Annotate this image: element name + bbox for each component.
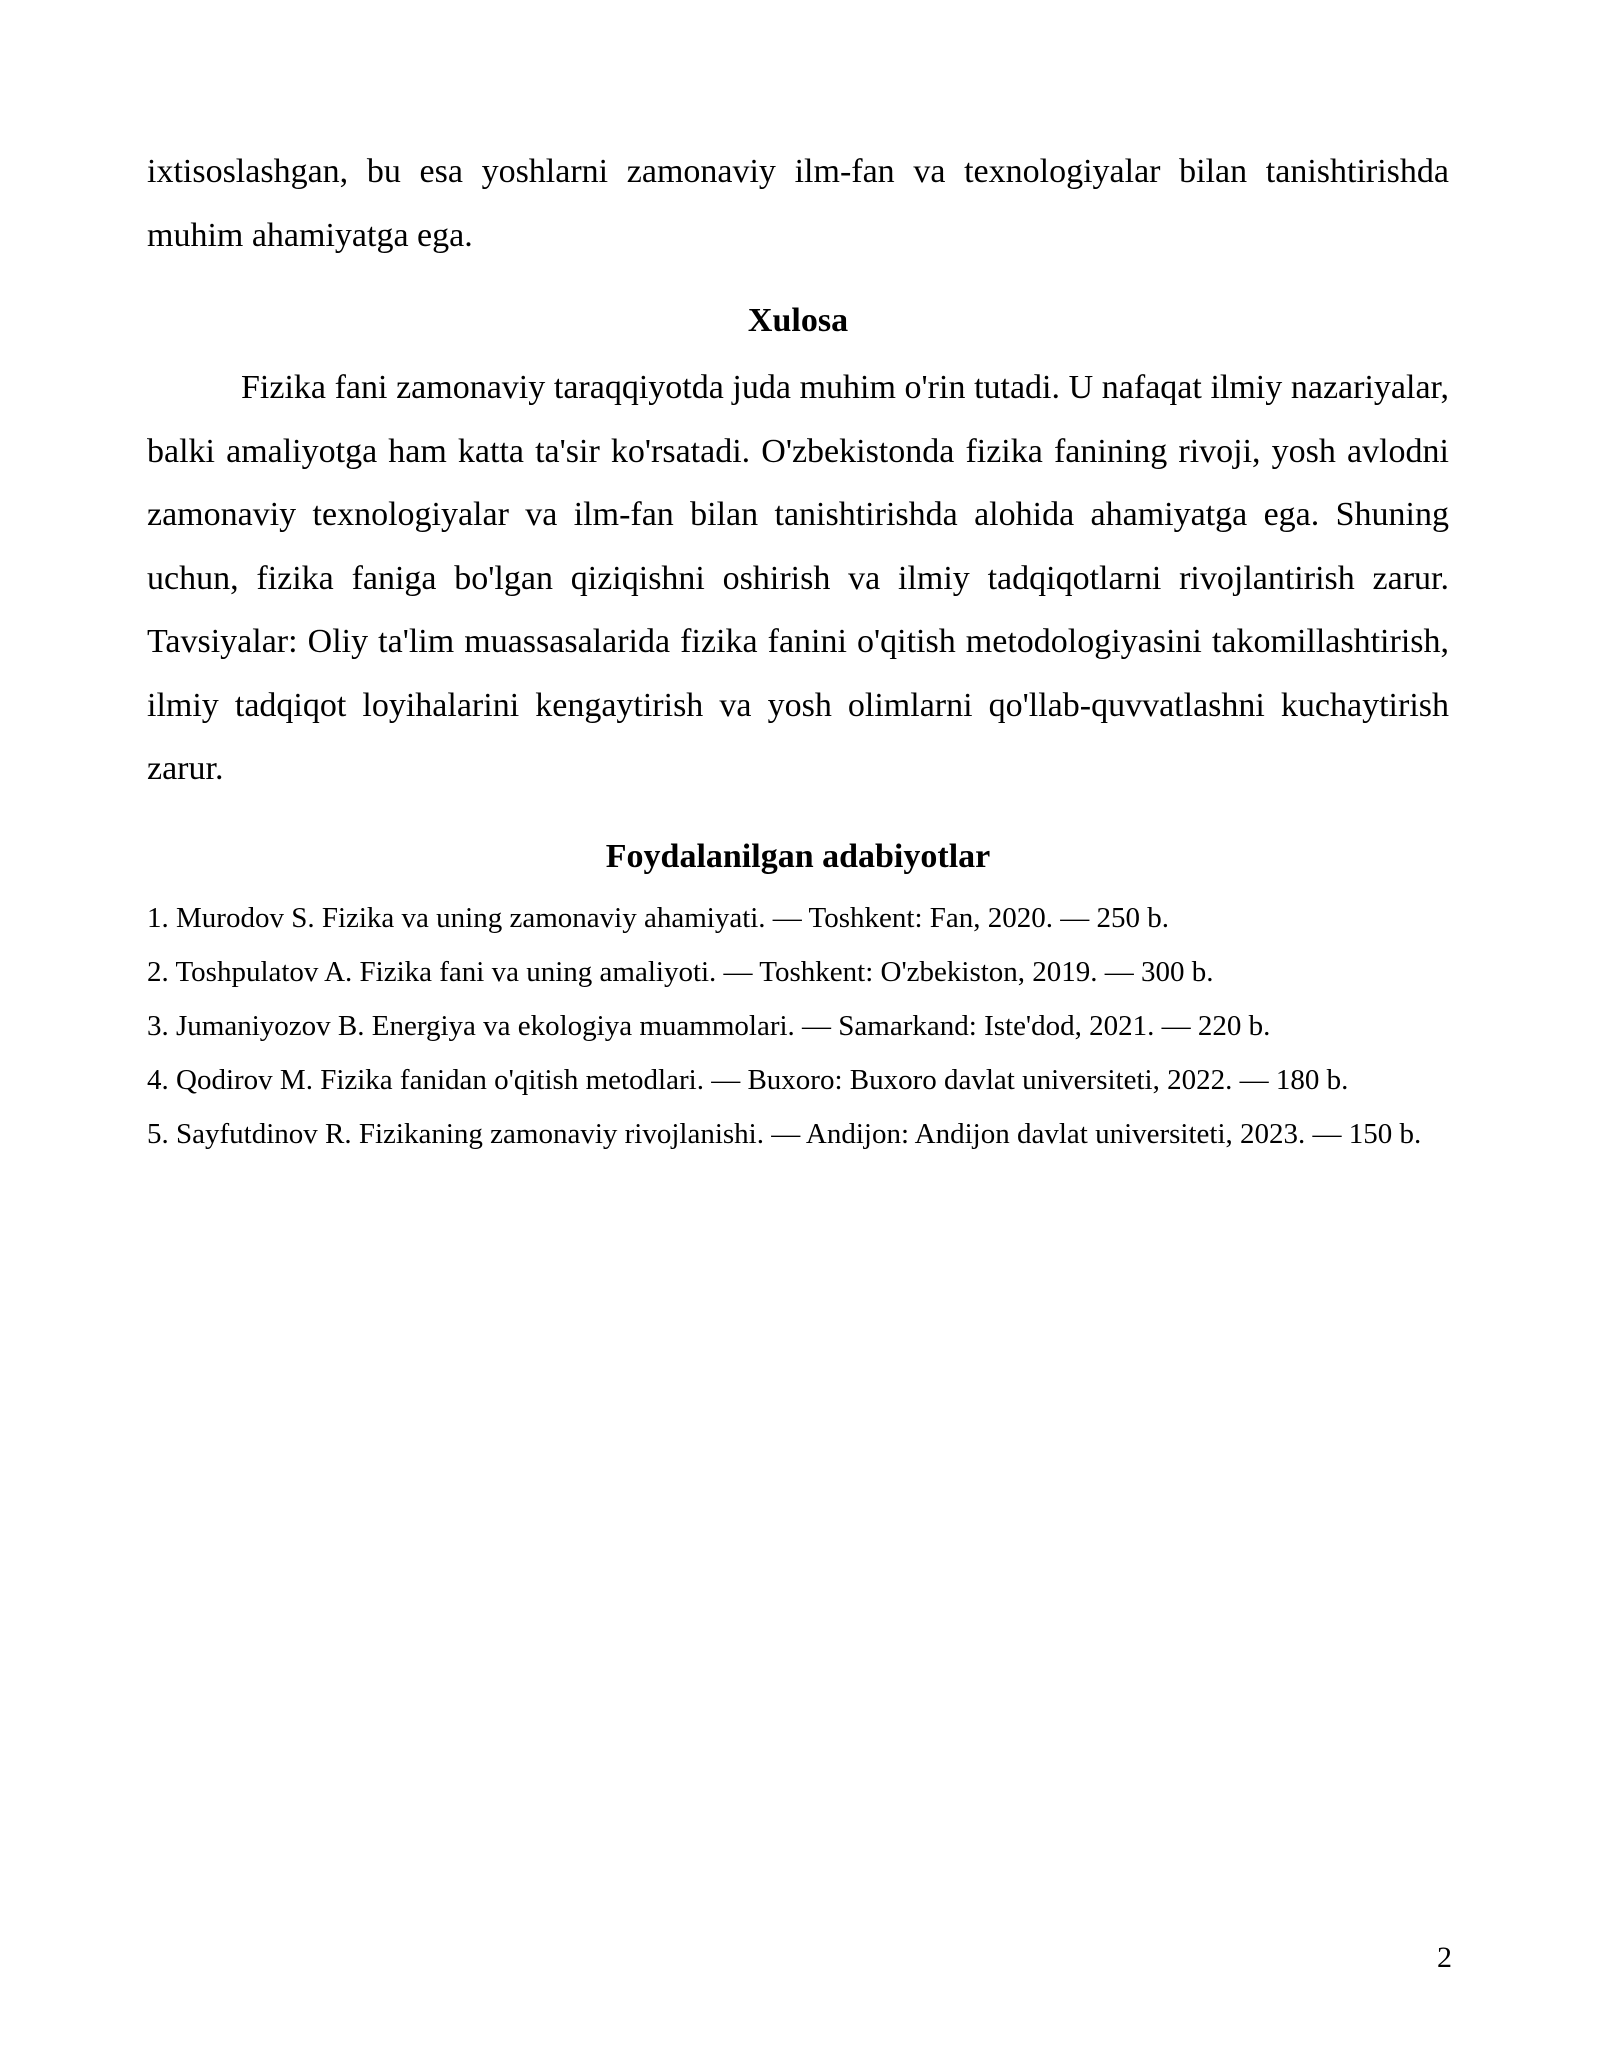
reference-item: 1. Murodov S. Fizika va uning zamonaviy ahamiyati. — Toshkent: Fan, 2020. — 250 b. [147,901,1169,934]
reference-item: 5. Sayfutdinov R. Fizikaning zamonaviy rivojlanishi. — Andijon: Andijon davlat universiteti, 2023. — 150 b. [147,1117,1422,1150]
page-number: 2 [1437,1941,1452,1974]
conclusion-heading: Xulosa [747,302,849,339]
page-content [147,140,1449,1161]
continuation-paragraph: ixtisoslashgan, bu esa yoshlarni zamonaviy ilm-fan va texnologiyalar bilan tanishtirishda muhim ahamiyatga ega. [147,153,1449,254]
reference-item: 3. Jumaniyozov B. Energiya va ekologiya muammolari. — Samarkand: Iste'dod, 2021. — 220 b. [147,1009,1271,1042]
reference-item: 4. Qodirov M. Fizika fanidan o'qitish metodlari. — Buxoro: Buxoro davlat universiteti, 2022. — 180 b. [147,1063,1349,1096]
reference-item: 2. Toshpulatov A. Fizika fani va uning amaliyoti. — Toshkent: O'zbekiston, 2019. — 300 b. [147,955,1214,988]
conclusion-paragraph: Fizika fani zamonaviy taraqqiyotda juda muhim o'rin tutadi. U nafaqat ilmiy nazariyalar, balki amaliyotga ham katta ta'sir ko'rsatadi. O'zbekistonda fizika fanining rivoji, yosh avlodni zamonaviy texnologiyalar va ilm-fan bilan tanishtirishda alohida ahamiyatga ega. Shuning uchun, fizika faniga bo'lgan qiziqishni oshirish va ilmiy tadqiqotlarni rivojlantirish zarur. Tavsiyalar: Oliy ta'lim muassasalarida fizika fanini o'qitish metodologiyasini takomillashtirish, ilmiy tadqiqot loyihalarini kengaytirish va yosh olimlarni qo'llab-quvvatlashni kuchaytirish zarur. [147,369,1449,787]
references-heading: Foydalanilgan adabiyotlar [605,837,991,875]
references-list [147,891,1449,1161]
